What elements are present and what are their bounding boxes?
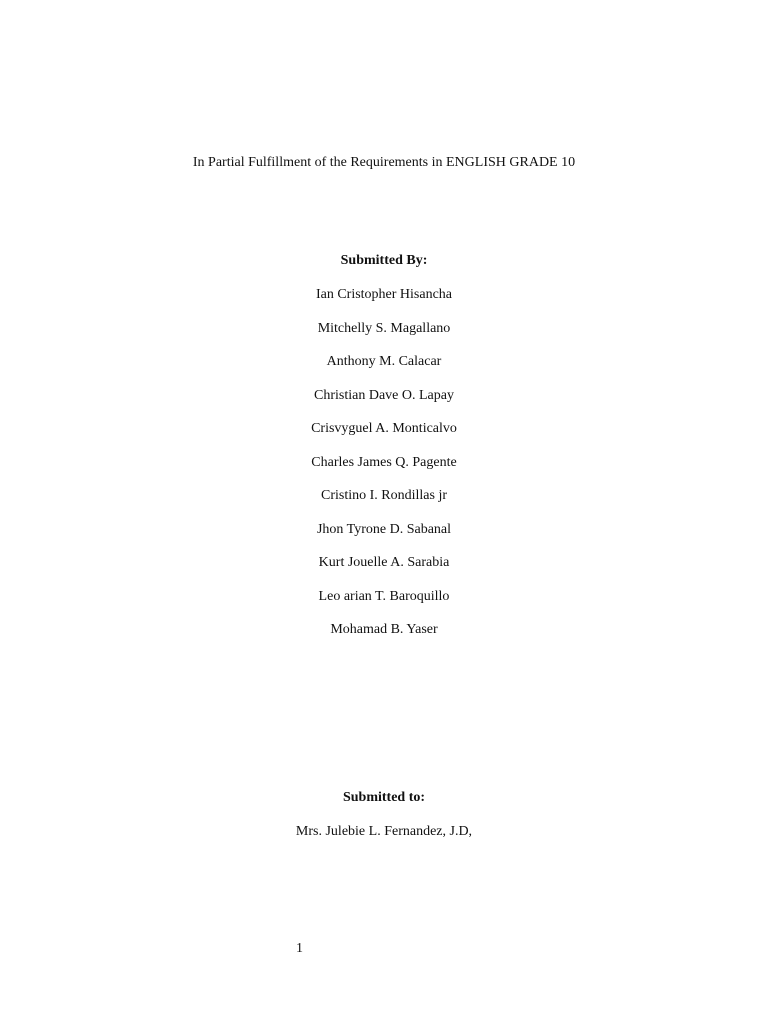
member-name: Charles James Q. Pagente bbox=[311, 455, 457, 470]
member-name: Mitchelly S. Magallano bbox=[317, 321, 451, 336]
member-name: Leo arian T. Baroquillo bbox=[318, 589, 450, 604]
member-name: Cristino I. Rondillas jr bbox=[321, 488, 447, 503]
member-name: Kurt Jouelle A. Sarabia bbox=[318, 555, 450, 570]
member-name: Christian Dave O. Lapay bbox=[314, 388, 454, 403]
submitted-by-label: Submitted By: bbox=[340, 253, 428, 268]
submitted-to-label: Submitted to: bbox=[342, 790, 426, 805]
member-name: Mohamad B. Yaser bbox=[330, 622, 438, 637]
requirement-heading: In Partial Fulfillment of the Requirements in ENGLISH GRADE 10 bbox=[192, 155, 576, 170]
member-name: Ian Cristopher Hisancha bbox=[315, 287, 453, 302]
member-name: Jhon Tyrone D. Sabanal bbox=[316, 522, 452, 537]
page-number: 1 bbox=[296, 941, 303, 956]
teacher-name: Mrs. Julebie L. Fernandez, J.D, bbox=[295, 824, 473, 839]
member-name: Crisvyguel A. Monticalvo bbox=[311, 421, 457, 436]
member-name: Anthony M. Calacar bbox=[326, 354, 442, 369]
